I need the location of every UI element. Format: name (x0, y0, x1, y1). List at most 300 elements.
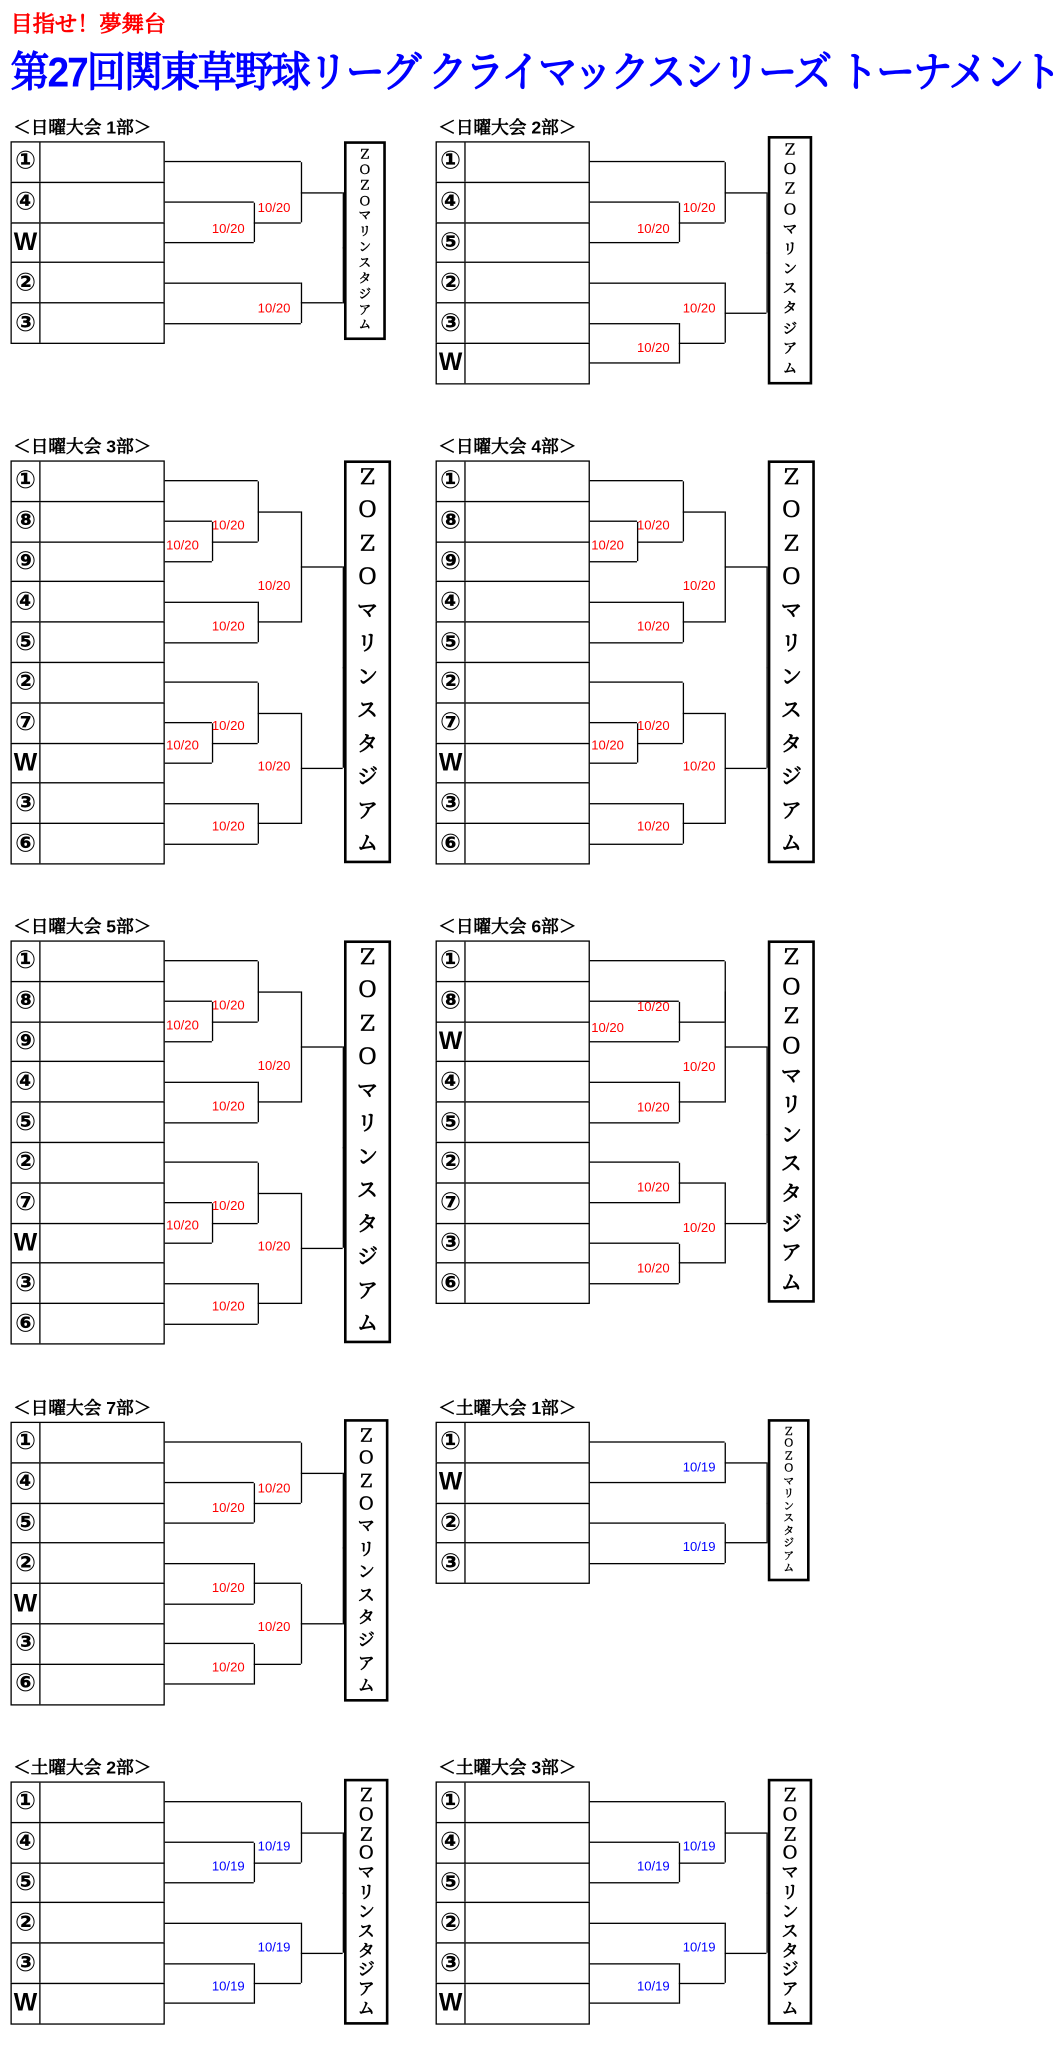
bracket-line (212, 1222, 258, 1223)
match-date: 10/20 (636, 719, 670, 734)
team-row[interactable] (10, 1061, 164, 1103)
venue-char: ム (780, 833, 802, 856)
team-row[interactable] (436, 823, 590, 865)
team-row[interactable] (436, 1021, 590, 1063)
team-name-field[interactable] (41, 1665, 164, 1704)
seed-label: ④ (437, 1823, 466, 1862)
team-row[interactable] (10, 1781, 164, 1823)
team-row[interactable] (10, 541, 164, 583)
team-row[interactable] (10, 622, 164, 664)
seed-label: ① (12, 942, 41, 981)
venue-char: リ (357, 633, 378, 656)
team-name-field[interactable] (41, 744, 164, 783)
team-name-field[interactable] (466, 1103, 589, 1142)
bracket-line (301, 192, 343, 193)
team-row[interactable] (436, 302, 590, 344)
team-row[interactable] (10, 182, 164, 224)
bracket-line (165, 1041, 212, 1042)
team-name-field[interactable] (41, 542, 164, 581)
venue-char: Ｚ (782, 142, 798, 159)
bracket-line (212, 541, 258, 542)
team-row[interactable] (10, 1182, 164, 1224)
team-name-field[interactable] (466, 663, 589, 702)
bracket-line (679, 1983, 725, 1984)
team-name-field[interactable] (41, 1022, 164, 1061)
venue-char: リ (358, 225, 372, 240)
team-row[interactable] (436, 343, 590, 385)
bracket-line (590, 1243, 679, 1244)
team-row[interactable] (436, 460, 590, 502)
team-row[interactable] (10, 1422, 164, 1464)
match-date: 10/19 (682, 1840, 716, 1855)
bracket-line (301, 1046, 343, 1047)
venue-char: Ｏ (357, 566, 378, 590)
team-name-field[interactable] (41, 223, 164, 262)
team-name-field[interactable] (466, 223, 589, 262)
team-row[interactable] (10, 1822, 164, 1864)
team-row[interactable] (10, 662, 164, 704)
match-date: 10/19 (211, 1980, 245, 1995)
team-row[interactable] (10, 222, 164, 264)
match-date: 10/20 (682, 579, 716, 594)
team-row[interactable] (436, 141, 590, 183)
team-row[interactable] (436, 222, 590, 264)
team-row[interactable] (10, 1983, 164, 2025)
team-name-field[interactable] (41, 982, 164, 1021)
match-date: 10/20 (591, 738, 624, 754)
team-name-field[interactable] (41, 623, 164, 662)
bracket-line (258, 511, 301, 512)
team-name-field[interactable] (41, 183, 164, 222)
bracket-line (590, 1122, 679, 1123)
venue-char: ジ (357, 766, 378, 789)
bracket-line (165, 323, 301, 324)
venue-char: Ｏ (782, 162, 798, 179)
team-row[interactable] (10, 1263, 164, 1305)
bracket-line (683, 511, 725, 512)
team-row[interactable] (436, 1061, 590, 1103)
team-name-field[interactable] (466, 1423, 589, 1462)
team-row[interactable] (10, 1943, 164, 1985)
team-row[interactable] (10, 1543, 164, 1585)
team-row[interactable] (436, 1862, 590, 1904)
team-row[interactable] (436, 1902, 590, 1944)
match-date: 10/20 (211, 999, 245, 1014)
team-name-field[interactable] (466, 744, 589, 783)
venue-char: Ｚ (782, 182, 798, 199)
team-name-field[interactable] (41, 824, 164, 863)
team-name-field[interactable] (466, 183, 589, 222)
team-name-field[interactable] (41, 462, 164, 501)
bracket-line (165, 601, 258, 602)
team-name-field[interactable] (41, 703, 164, 742)
team-name-field[interactable] (466, 1022, 589, 1061)
team-name-field[interactable] (41, 1183, 164, 1222)
match-date: 10/20 (257, 201, 291, 216)
team-row[interactable] (10, 1663, 164, 1705)
venue-char: ム (782, 360, 798, 377)
team-row[interactable] (436, 662, 590, 704)
bracket-line (590, 561, 637, 562)
team-name-field[interactable] (41, 304, 164, 343)
team-name-field[interactable] (41, 1783, 164, 1822)
team-row[interactable] (10, 1142, 164, 1184)
team-name-field[interactable] (466, 623, 589, 662)
team-row[interactable] (10, 823, 164, 865)
bracket-line (165, 1482, 254, 1483)
bracket-title: ＜日曜大会 5部＞ (13, 916, 152, 937)
bracket-line (590, 682, 683, 683)
bracket-line (679, 343, 725, 344)
team-row[interactable] (436, 1462, 590, 1504)
team-row[interactable] (10, 1222, 164, 1264)
venue-char: ム (358, 318, 372, 333)
venue-char: ン (780, 1124, 802, 1147)
venue-label-box (768, 460, 815, 863)
team-name-field[interactable] (466, 1863, 589, 1902)
venue-char: Ｚ (357, 1785, 375, 1805)
team-row[interactable] (10, 302, 164, 344)
team-row[interactable] (10, 262, 164, 304)
match-date: 10/20 (682, 759, 716, 775)
team-row[interactable] (436, 940, 590, 982)
venue-char: ジ (358, 287, 372, 302)
match-date: 10/20 (211, 1300, 245, 1315)
team-name-field[interactable] (41, 1304, 164, 1343)
team-name-field[interactable] (41, 1904, 164, 1943)
team-row[interactable] (10, 1623, 164, 1665)
team-row[interactable] (10, 742, 164, 784)
team-row[interactable] (10, 1862, 164, 1904)
venue-char: マ (357, 1862, 375, 1883)
match-date: 10/19 (636, 1980, 670, 1995)
team-row[interactable] (10, 460, 164, 502)
match-date: 10/20 (257, 579, 291, 594)
bracket-line (165, 242, 254, 243)
bracket-line (165, 1122, 258, 1123)
team-row[interactable] (10, 1583, 164, 1625)
venue-label-box (768, 1779, 812, 2025)
seed-label: ⑨ (12, 1022, 41, 1061)
team-row[interactable] (10, 1303, 164, 1345)
team-row[interactable] (436, 1142, 590, 1184)
bracket-line (165, 1162, 258, 1163)
bracket-line (165, 803, 258, 804)
venue-char: Ｚ (783, 1425, 794, 1438)
team-name-field[interactable] (41, 1863, 164, 1902)
team-row[interactable] (436, 981, 590, 1023)
team-name-field[interactable] (466, 263, 589, 302)
team-row[interactable] (436, 182, 590, 224)
team-name-field[interactable] (466, 1183, 589, 1222)
team-row[interactable] (10, 1902, 164, 1944)
venue-char: リ (783, 1487, 794, 1500)
bracket-line (165, 1603, 254, 1604)
team-row[interactable] (436, 1983, 590, 2025)
team-row[interactable] (436, 1781, 590, 1823)
venue-char: ン (357, 1561, 375, 1582)
team-name-field[interactable] (466, 1463, 589, 1502)
team-name-field[interactable] (41, 1944, 164, 1983)
venue-char: ム (357, 833, 378, 856)
venue-char: ア (357, 1979, 375, 1999)
team-name-field[interactable] (466, 1783, 589, 1822)
team-name-field[interactable] (466, 1224, 589, 1263)
team-name-field[interactable] (466, 304, 589, 343)
seed-label: ③ (437, 1224, 466, 1263)
team-row[interactable] (436, 501, 590, 543)
seed-label: ⑥ (12, 1665, 41, 1704)
team-name-field[interactable] (466, 1544, 589, 1583)
seed-label: ⑤ (12, 1863, 41, 1902)
venue-char: ジ (783, 1536, 794, 1549)
venue-char: Ｏ (358, 194, 372, 209)
venue-char: ジ (357, 1959, 375, 1980)
match-date: 10/20 (257, 1481, 291, 1497)
venue-char: ン (780, 666, 802, 689)
venue-char: ン (783, 1499, 794, 1512)
team-name-field[interactable] (41, 143, 164, 182)
venue-char: リ (357, 1113, 378, 1136)
bracket-line (301, 768, 343, 769)
team-name-field[interactable] (466, 502, 589, 541)
team-row[interactable] (436, 1222, 590, 1264)
team-row[interactable] (436, 581, 590, 623)
bracket-line (590, 1563, 725, 1564)
team-name-field[interactable] (41, 1544, 164, 1583)
team-name-field[interactable] (466, 982, 589, 1021)
bracket-line (725, 1222, 767, 1223)
match-date: 10/20 (257, 1239, 291, 1255)
team-name-field[interactable] (466, 542, 589, 581)
venue-char: マ (358, 209, 372, 225)
team-row[interactable] (436, 702, 590, 744)
team-name-field[interactable] (41, 1584, 164, 1623)
team-name-field[interactable] (466, 143, 589, 182)
venue-char: マ (780, 1065, 802, 1088)
seed-label: W (437, 1463, 466, 1502)
venue-char: Ｏ (357, 1843, 375, 1864)
team-row[interactable] (436, 783, 590, 825)
venue-char: Ｚ (780, 947, 802, 970)
match-date: 10/20 (591, 1021, 624, 1036)
team-name-field[interactable] (41, 663, 164, 702)
team-name-field[interactable] (41, 1984, 164, 2023)
bracket-line (254, 222, 301, 223)
team-row[interactable] (10, 1021, 164, 1063)
venue-char: Ｏ (783, 1462, 794, 1475)
seed-label: ⑦ (437, 1183, 466, 1222)
match-date: 10/20 (166, 1219, 199, 1234)
team-row[interactable] (436, 262, 590, 304)
venue-label-box (344, 141, 386, 340)
seed-label: ⑤ (437, 1863, 466, 1902)
match-date: 10/20 (257, 759, 291, 775)
team-name-field[interactable] (466, 462, 589, 501)
team-name-field[interactable] (41, 1264, 164, 1303)
bracket-line (590, 1842, 679, 1843)
venue-char: ム (357, 1998, 375, 2019)
team-name-field[interactable] (466, 1063, 589, 1102)
team-name-field[interactable] (41, 1624, 164, 1663)
team-row[interactable] (10, 1102, 164, 1144)
team-row[interactable] (10, 501, 164, 543)
team-name-field[interactable] (41, 1143, 164, 1182)
team-name-field[interactable] (466, 942, 589, 981)
venue-char: ン (781, 1901, 799, 1922)
bracket-line (725, 1543, 767, 1544)
team-name-field[interactable] (466, 1904, 589, 1943)
team-name-field[interactable] (466, 344, 589, 383)
match-date: 10/20 (682, 1221, 716, 1237)
team-row[interactable] (10, 783, 164, 825)
venue-char: リ (781, 1882, 799, 1902)
seed-label: ⑨ (12, 542, 41, 581)
team-name-field[interactable] (466, 1984, 589, 2023)
team-name-field[interactable] (41, 502, 164, 541)
bracket-line (590, 1963, 679, 1964)
team-row[interactable] (436, 1102, 590, 1144)
bracket-line (165, 1001, 212, 1002)
seed-label: ⑥ (437, 824, 466, 863)
bracket-line (301, 1623, 343, 1624)
team-name-field[interactable] (466, 1823, 589, 1862)
team-row[interactable] (10, 940, 164, 982)
venue-char: Ｏ (357, 1493, 375, 1514)
team-name-field[interactable] (466, 1504, 589, 1543)
seed-label: ① (437, 1783, 466, 1822)
venue-char: ン (357, 1901, 375, 1922)
venue-char: Ｏ (781, 1843, 799, 1864)
team-name-field[interactable] (466, 824, 589, 863)
bracket-title: ＜土曜大会 1部＞ (438, 1398, 577, 1418)
venue-char: Ｏ (780, 500, 802, 523)
venue-char: タ (357, 1213, 378, 1236)
team-row[interactable] (436, 1543, 590, 1585)
team-row[interactable] (436, 1502, 590, 1544)
match-date: 10/20 (591, 538, 624, 554)
seed-label: W (12, 223, 41, 262)
team-name-field[interactable] (41, 1103, 164, 1142)
team-name-field[interactable] (466, 784, 589, 823)
team-name-field[interactable] (41, 1463, 164, 1502)
team-name-field[interactable] (41, 1504, 164, 1543)
seed-label: ⑤ (437, 223, 466, 262)
bracket-line (165, 1323, 258, 1324)
match-date: 10/20 (682, 201, 716, 216)
seed-label: ⑦ (12, 1183, 41, 1222)
team-row[interactable] (10, 1502, 164, 1544)
venue-char: ア (781, 1979, 799, 1999)
seed-label: W (12, 744, 41, 783)
seed-label: ① (12, 143, 41, 182)
bracket-line (301, 1953, 343, 1954)
venue-char: Ｚ (780, 1006, 802, 1029)
bracket-line (590, 961, 725, 962)
seed-label: W (437, 1022, 466, 1061)
team-row[interactable] (10, 702, 164, 744)
venue-char: Ｚ (357, 946, 378, 970)
venue-char: ン (357, 666, 378, 689)
bracket-line (165, 1522, 254, 1523)
team-row[interactable] (436, 622, 590, 664)
venue-char: Ｏ (358, 163, 372, 178)
venue-char: ム (783, 1561, 794, 1574)
team-name-field[interactable] (41, 1823, 164, 1862)
bracket-line (165, 1081, 258, 1082)
seed-label: ⑦ (12, 703, 41, 742)
seed-label: W (12, 1224, 41, 1263)
seed-label: ⑥ (12, 824, 41, 863)
seed-label: ② (12, 1544, 41, 1583)
team-row[interactable] (10, 981, 164, 1023)
match-date: 10/20 (211, 1199, 245, 1214)
seed-label: ① (437, 1423, 466, 1462)
team-name-field[interactable] (466, 703, 589, 742)
bracket-line (165, 1684, 254, 1685)
bracket-line (590, 161, 725, 162)
bracket-line (254, 1583, 301, 1584)
venue-char: Ｚ (358, 178, 372, 194)
seed-label: W (12, 1584, 41, 1623)
team-name-field[interactable] (41, 942, 164, 981)
team-name-field[interactable] (41, 1423, 164, 1462)
bracket-title: ＜土曜大会 2部＞ (13, 1757, 152, 1778)
venue-char: タ (782, 301, 798, 318)
match-date: 10/19 (211, 1859, 245, 1875)
seed-label: ⑧ (437, 982, 466, 1021)
team-row[interactable] (436, 1182, 590, 1224)
team-row[interactable] (436, 1822, 590, 1864)
seed-label: ② (437, 1143, 466, 1182)
match-date: 10/20 (257, 302, 291, 317)
seed-label: ④ (437, 1063, 466, 1102)
venue-char: タ (780, 733, 802, 756)
match-date: 10/20 (682, 302, 716, 317)
team-row[interactable] (436, 541, 590, 583)
team-name-field[interactable] (466, 583, 589, 622)
team-row[interactable] (436, 1263, 590, 1305)
bracket-line (165, 763, 212, 764)
bracket-line (590, 601, 683, 602)
venue-char: タ (358, 271, 372, 287)
team-row[interactable] (436, 742, 590, 784)
bracket-line (590, 1922, 725, 1923)
team-row[interactable] (436, 1943, 590, 1985)
team-name-field[interactable] (466, 1143, 589, 1182)
team-name-field[interactable] (466, 1944, 589, 1983)
bracket-title: ＜日曜大会 2部＞ (438, 117, 577, 138)
venue-char: ス (781, 1920, 799, 1941)
team-name-field[interactable] (466, 1264, 589, 1303)
team-name-field[interactable] (41, 583, 164, 622)
team-row[interactable] (10, 1462, 164, 1504)
bracket-line (165, 722, 212, 723)
team-name-field[interactable] (41, 1224, 164, 1263)
team-row[interactable] (436, 1422, 590, 1464)
match-date: 10/20 (636, 619, 670, 635)
bracket-line (165, 282, 301, 283)
team-row[interactable] (10, 581, 164, 623)
seed-label: ② (437, 263, 466, 302)
match-date: 10/20 (211, 820, 245, 835)
seed-label: ⑧ (12, 502, 41, 541)
team-name-field[interactable] (41, 1063, 164, 1102)
team-name-field[interactable] (41, 784, 164, 823)
team-row[interactable] (10, 141, 164, 183)
bracket-line (258, 1192, 301, 1193)
team-name-field[interactable] (41, 263, 164, 302)
